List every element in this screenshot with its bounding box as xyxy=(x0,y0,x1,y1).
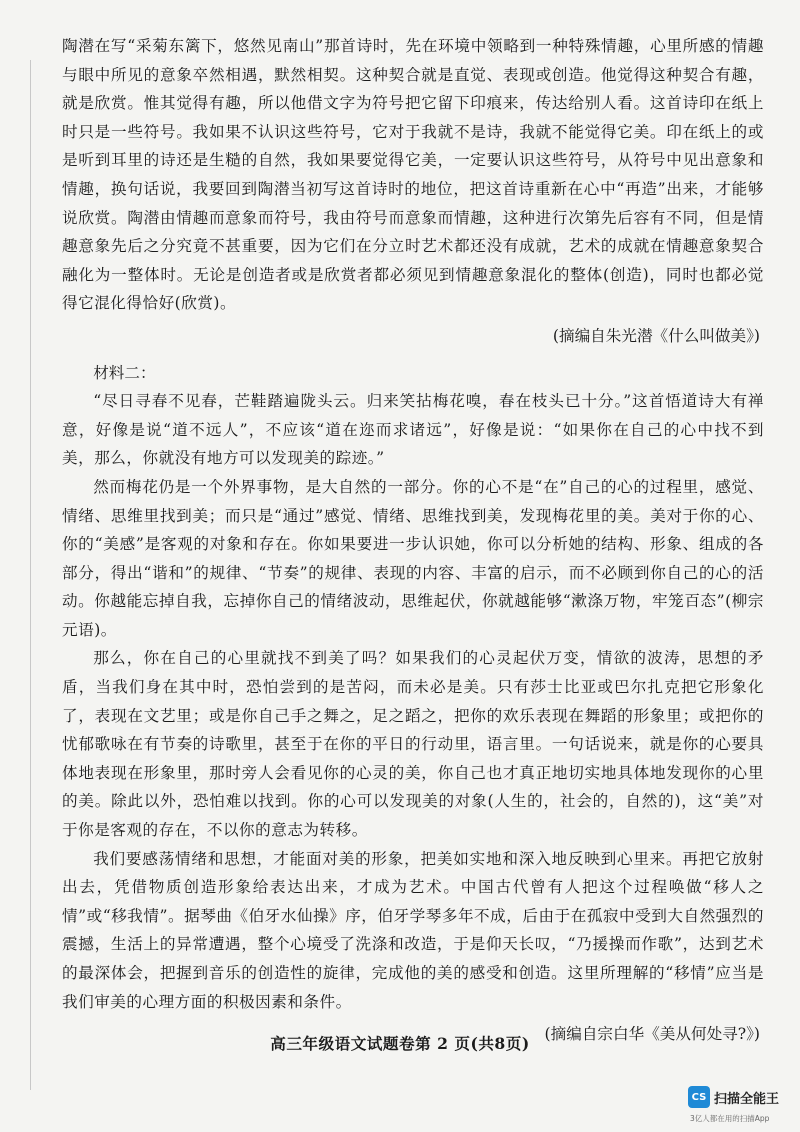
material2-paragraph-3: 那么，你在自己的心里就找不到美了吗？如果我们的心灵起伏万变，情欲的波涛，思想的矛盾，当我们身在其中时，恐怕尝到的是苦闷，而未必是美。只有莎士比亚或巴尔扎克把它形象化了，表现在文艺里；或是你自己手之舞之，足之蹈之，把你的欢乐表现在舞蹈的形象里；或把你的忧郁歌咏在有节奏的诗歌里，甚至于在你的平日的行动里，语言里。一句话说来，就是你的心要具体地表现在形象里，那时旁人会看见你的心灵的美，你自己也才真正地切实地具体地发现你的心里的美。除此以外，恐怕难以找到。你的心可以发现美的对象(人生的，社会的，自然的)，这“美”对于你是客观的存在，不以你的意志为转移。 xyxy=(62,649,764,840)
watermark-name: 扫描全能王 xyxy=(714,1092,780,1107)
binding-margin-line xyxy=(30,60,31,1090)
page-content xyxy=(62,32,764,1049)
camscanner-logo-icon: CS xyxy=(688,1086,710,1108)
watermark-tagline: 3亿人都在用的扫描App xyxy=(690,1114,770,1123)
scanner-watermark xyxy=(688,1086,798,1130)
page-footer: 高三年级语文试题卷第 2 页(共8页) xyxy=(270,1034,530,1053)
material2-paragraph-2: 然而梅花仍是一个外界事物，是大自然的一部分。你的心不是“在”自己的心的过程里，感觉、情绪、思维里找到美；而只是“通过”感觉、情绪、思维找到美，发现梅花里的美。美对于你的心、你的“美感”是客观的对象和存在。你如果要进一步认识她，你可以分析她的结构、形象、组成的各部分，得出“谐和”的规律、“节奏”的规律、表现的内容、丰富的启示，而不必顾到你自己的心的活动。你越能忘掉自我，忘掉你自己的情绪波动，思维起伏，你就越能够“漱涤万物，牢笼百态”(柳宗元语)。 xyxy=(62,477,764,639)
material2-paragraph-1: “尽日寻春不见春，芒鞋踏遍陇头云。归来笑拈梅花嗅，春在枝头已十分。”这首悟道诗大有禅意，好像是说“道不远人”，不应该“道在迩而求诸远”，好像是说：“如果你在自己的心中找不到美，那么，你就没有地方可以发现美的踪迹。” xyxy=(62,392,764,468)
material2-paragraph-4: 我们要感荡情绪和思想，才能面对美的形象，把美如实地和深入地反映到心里来。再把它放射出去，凭借物质创造形象给表达出来，才成为艺术。中国古代曾有人把这个过程唤做“移人之情”或“移我情”。据琴曲《伯牙水仙操》序，伯牙学琴多年不成，后由于在孤寂中受到大自然强烈的震撼，生活上的异常遭遇，整个心境受了洗涤和改造，于是仰天长叹，“乃援操而作歌”，达到艺术的最深体会，把握到音乐的创造性的旋律，完成他的美的感受和创造。这里所理解的“移情”应当是我们审美的心理方面的积极因素和条件。 xyxy=(62,849,764,1011)
material2-source: (摘编自宗白华《美从何处寻?》) xyxy=(544,1025,760,1044)
material1-source: (摘编自朱光潜《什么叫做美》) xyxy=(552,326,760,345)
material1-paragraph: 陶潜在写“采菊东篱下，悠然见南山”那首诗时，先在环境中领略到一种特殊情趣，心里所感的情趣与眼中所见的意象卒然相遇，默然相契。这种契合就是直觉、表现或创造。他觉得这种契合有趣，就是欣赏。惟其觉得有趣，所以他借文字为符号把它留下印痕来，传达给别人看。这首诗印在纸上时只是一些符号。我如果不认识这些符号，它对于我就不是诗，我就不能觉得它美。印在纸上的或是听到耳里的诗还是生糙的自然，我如果要觉得它美，一定要认识这些符号，从符号中见出意象和情趣，换句话说，我要回到陶潜当初写这首诗时的地位，把这首诗重新在心中“再造”出来，才能够说欣赏。陶潜由情趣而意象而符号，我由符号而意象而情趣，这种进行次第先后容有不同，但是情趣意象先后之分究竟不甚重要，因为它们在分立时艺术都还没有成就，艺术的成就在情趣意象契合融化为一整体时。无论是创造者或是欣赏者都必须见到情趣意象混化的整体(创造)，同时也都必觉得它混化得恰好(欣赏)。 xyxy=(62,37,764,313)
material2-heading: 材料二： xyxy=(93,363,156,382)
